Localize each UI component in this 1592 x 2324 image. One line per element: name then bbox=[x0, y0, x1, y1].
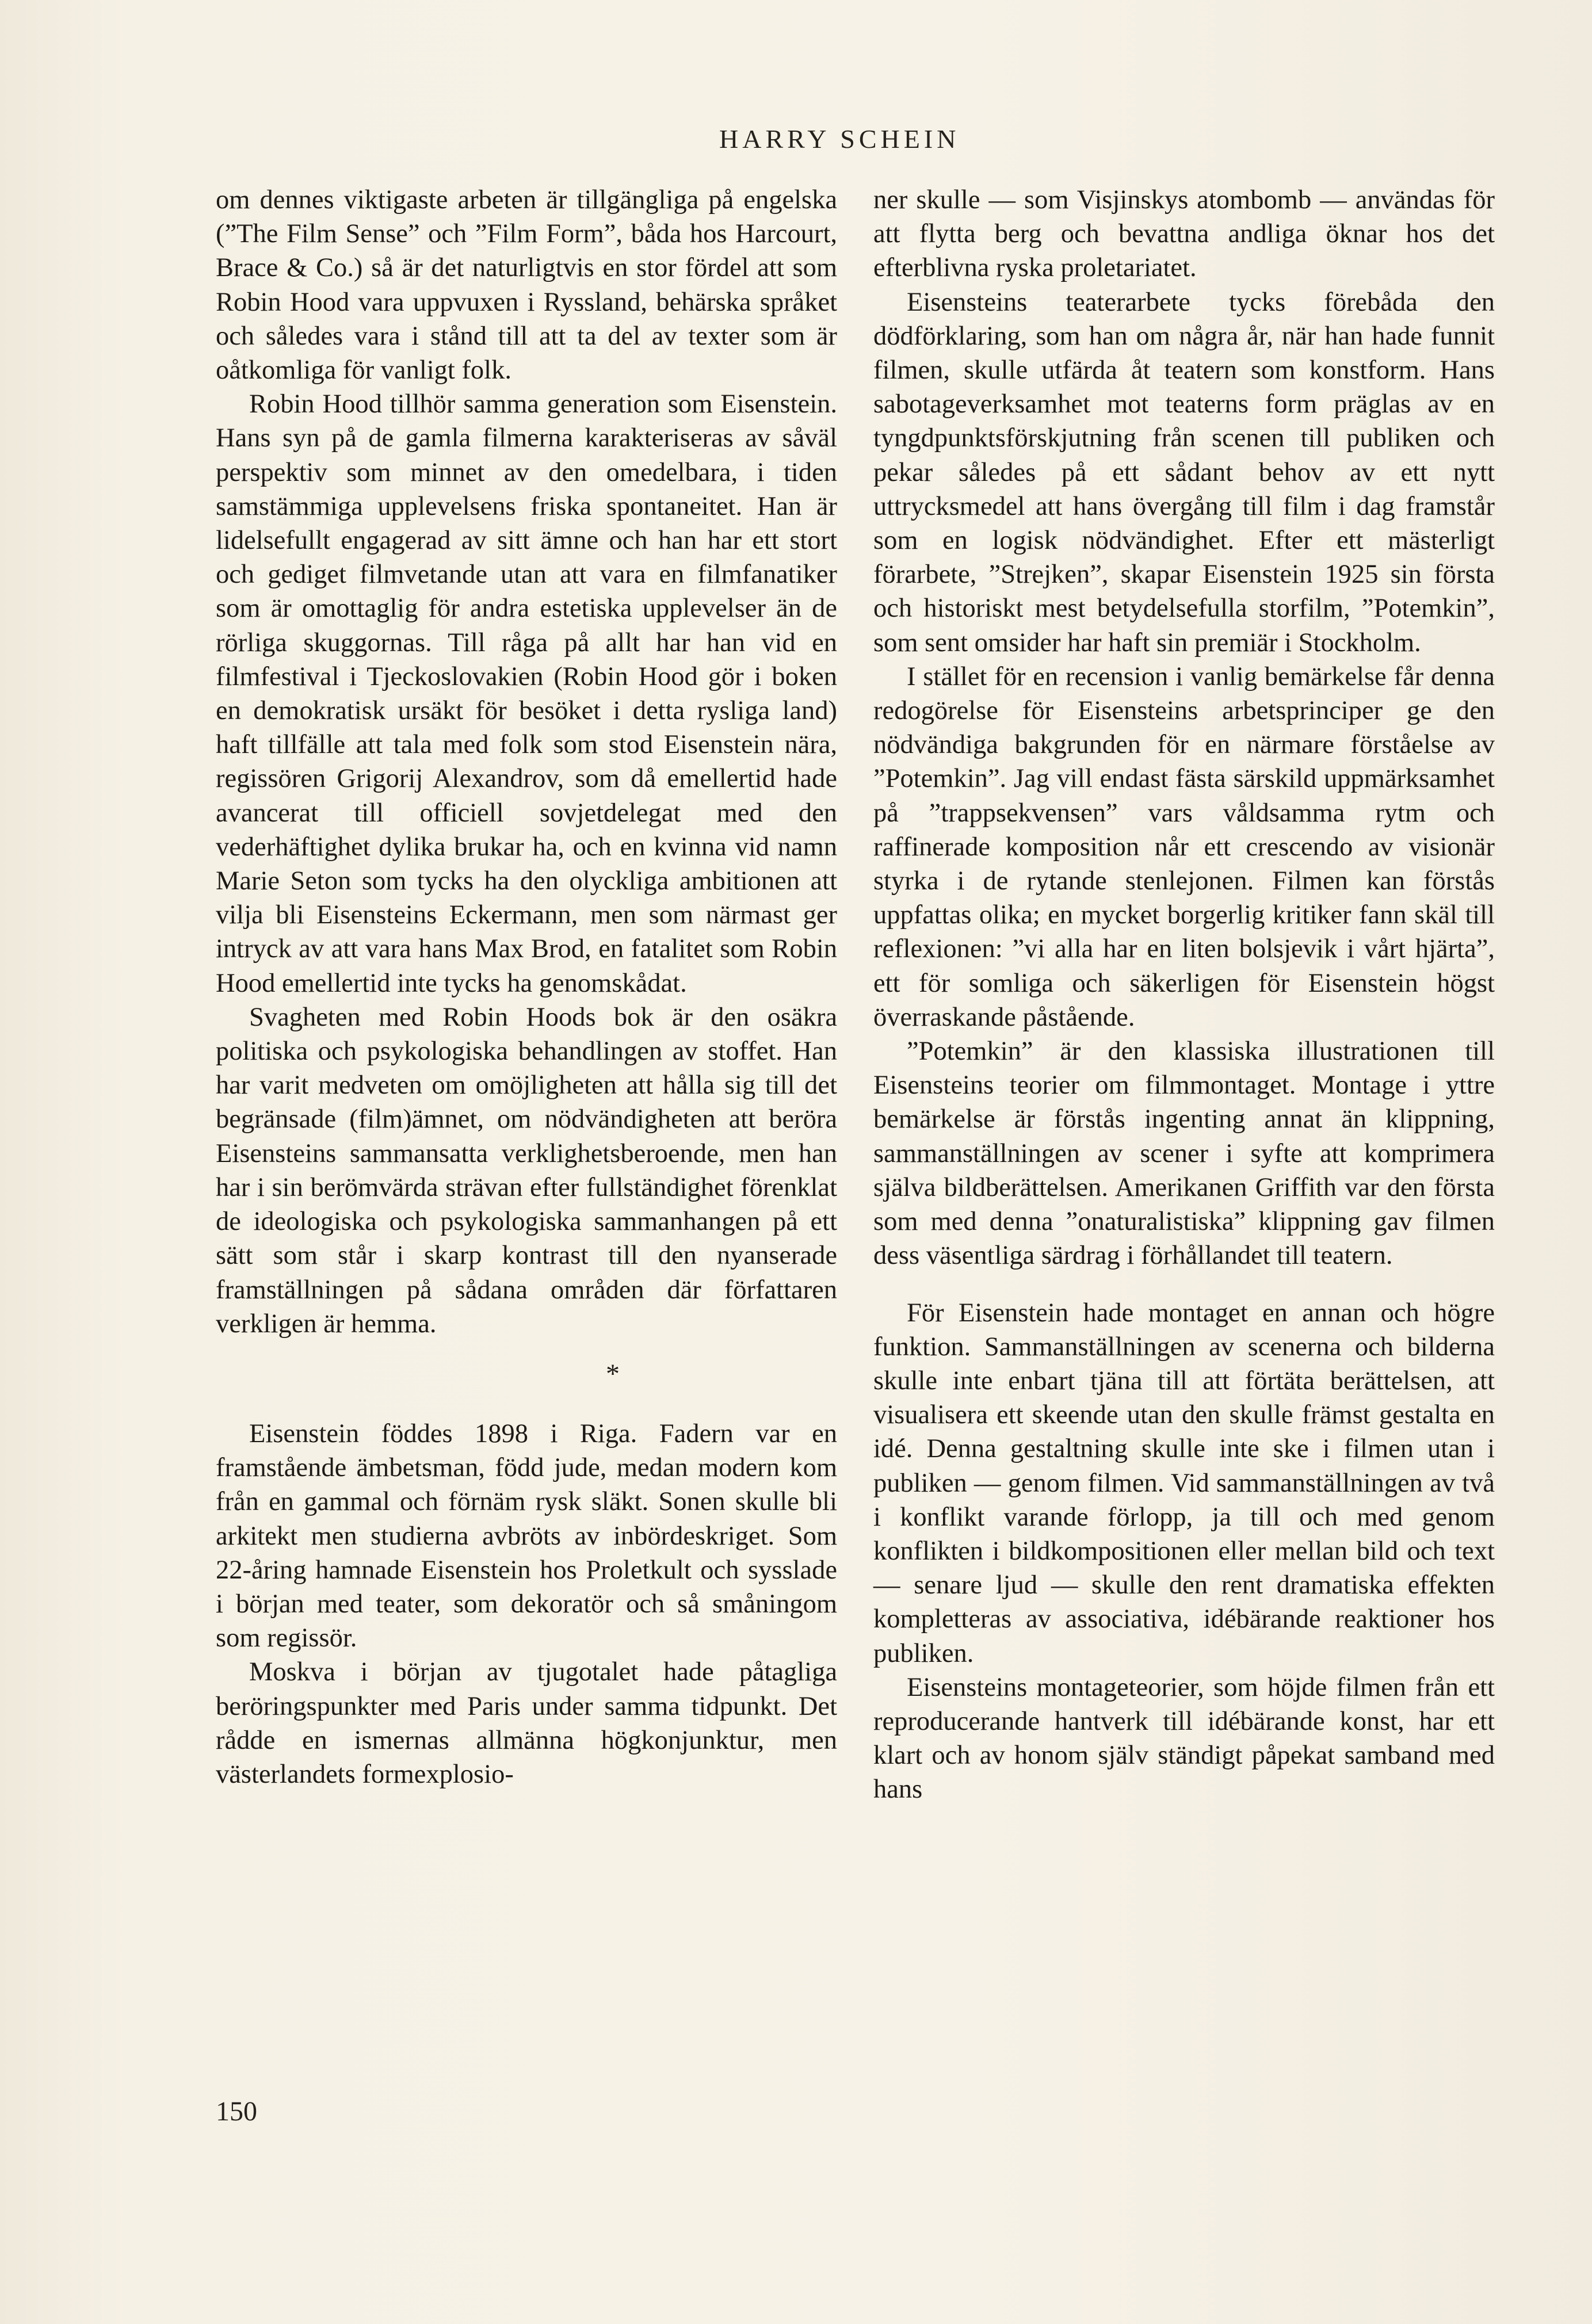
paragraph: Eisenstein föddes 1898 i Riga. Fadern var en framstående ämbetsman, född jude, medan modern kom från en gammal och förnäm rysk släkt. Sonen skulle bli arkitekt men studierna avbröts av inbördeskriget. Som 22-åring hamnade Eisenstein hos Proletkult och sysslade i början med teater, som dekoratör och så småningom som regissör. bbox=[216, 1419, 837, 1653]
paragraph: ner skulle — som Visjinskys atombomb — användas för att flytta berg och bevattna andliga öknar hos det efterblivna ryska proletariatet. bbox=[873, 185, 1495, 283]
paragraph-gap bbox=[873, 1273, 1495, 1296]
section-separator: * bbox=[606, 1358, 620, 1389]
running-head: HARRY SCHEIN bbox=[719, 124, 960, 154]
paragraph: Svagheten med Robin Hoods bok är den osäkra politiska och psykologiska behandlingen av stoffet. Han har varit medveten om omöjligheten att hålla sig till det begränsade (film)ämnet, om nödvändigheten att beröra Eisensteins sammansatta verklighetsberoende, men han har i sin berömvärda strävan efter fullständighet förenklat de ideologiska och psykologiska sammanhangen på ett sätt som står i skarp kontrast till den nyanserade framställningen på sådana områden där författaren verkligen är hemma. bbox=[216, 1002, 837, 1339]
left-column bbox=[216, 183, 837, 1791]
paragraph: Eisensteins teaterarbete tycks förebåda den dödförklaring, som han om några år, när han hade funnit filmen, skulle utfärda åt teatern som konstform. Hans sabotageverksamhet mot teaterns form präglas av en tyngdpunktsförskjutning från scenen till publiken och pekar således på ett sådant behov av ett nytt uttrycksmedel att hans övergång till film i dag framstår som en logisk nödvändighet. Efter ett mästerligt förarbete, ”Strejken”, skapar Eisenstein 1925 sin första och historiskt mest betydelsefulla storfilm, ”Potemkin”, som sent omsider har haft sin premiär i Stockholm. bbox=[873, 287, 1495, 658]
paragraph: ”Potemkin” är den klassiska illustrationen till Eisensteins teorier om filmmontaget. Montage i yttre bemärkelse är förstås ingenting annat än klippning, sammanställningen av scener i syfte att komprimera själva bildberättelsen. Amerikanen Griffith var den första som med denna ”onaturalistiska” klippning gav filmen dess väsentliga särdrag i förhållandet till teatern. bbox=[873, 1037, 1495, 1271]
paragraph: Moskva i början av tjugotalet hade påtagliga beröringspunkter med Paris under samma tidpunkt. Det rådde en ismernas allmänna högkonjunktur, men västerlandets formexplosio- bbox=[216, 1657, 837, 1789]
paragraph: Eisensteins montageteorier, som höjde filmen från ett reproducerande hantverk till idébärande konst, har ett klart och av honom själv ständigt påpekat samband med hans bbox=[873, 1672, 1495, 1805]
paragraph: För Eisenstein hade montaget en annan och högre funktion. Sammanställningen av scenerna och bilderna skulle inte enbart tjäna till att förtäta berättelsen, att visualisera ett skeende utan den skulle främst gestalta en idé. Denna gestaltning skulle inte ske i filmen utan i publiken — genom filmen. Vid sammanställningen av två i konflikt varande förlopp, ja till och med genom konflikten i bildkompositionen eller mellan bild och text — senare ljud — skulle den rent dramatiska effekten kompletteras av associativa, idébärande reaktioner hos publiken. bbox=[873, 1298, 1495, 1668]
right-column bbox=[873, 183, 1495, 1807]
paragraph: om dennes viktigaste arbeten är tillgängliga på engelska (”The Film Sense” och ”Film Form”, båda hos Harcourt, Brace & Co.) så är det naturligtvis en stor fördel att som Robin Hood vara uppvuxen i Ryssland, behärska språket och således vara i stånd till att ta del av texter som är oåtkomliga för vanligt folk. bbox=[216, 185, 837, 385]
page-number: 150 bbox=[216, 2096, 257, 2127]
paragraph: I stället för en recension i vanlig bemärkelse får denna redogörelse för Eisensteins arbetsprinciper ge den nödvändiga bakgrunden för en närmare förståelse av ”Potemkin”. Jag vill endast fästa särskild uppmärksamhet på ”trappsekvensen” vars våldsamma rytm och raffinerade komposition når ett crescendo av visionär styrka i de rytande stenlejonen. Filmen kan förstås uppfattas olika; en mycket borgerlig kritiker fann skäl till reflexionen: ”vi alla har en liten bolsjevik i vårt hjärta”, ett för somliga och säkerligen för Eisenstein högst överraskande påstående. bbox=[873, 662, 1495, 1032]
paragraph: Robin Hood tillhör samma generation som Eisenstein. Hans syn på de gamla filmerna karakteriseras av såväl perspektiv som minnet av den omedelbara, i tiden samstämmiga upplevelsens friska spontaneitet. Han är lidelsefullt engagerad av sitt ämne och han har ett stort och gediget filmvetande utan att vara en filmfanatiker som är omottaglig för andra estetiska upplevelser än de rörliga skuggornas. Till råga på allt har han vid en filmfestival i Tjeckoslovakien (Robin Hood gör i boken en demokratisk ursäkt för besöket i detta rysliga land) haft tillfälle att tala med folk som stod Eisenstein nära, regissören Grigorij Alexandrov, som då emellertid hade avancerat till officiell sovjetdelegat med den vederhäftighet dylika brukar ha, och en kvinna vid namn Marie Seton som tycks ha den olyckliga ambitionen att vilja bli Eisensteins Eckermann, men som närmast ger intryck av att vara hans Max Brod, en fatalitet som Robin Hood emellertid inte tycks ha genomskådat. bbox=[216, 389, 837, 998]
